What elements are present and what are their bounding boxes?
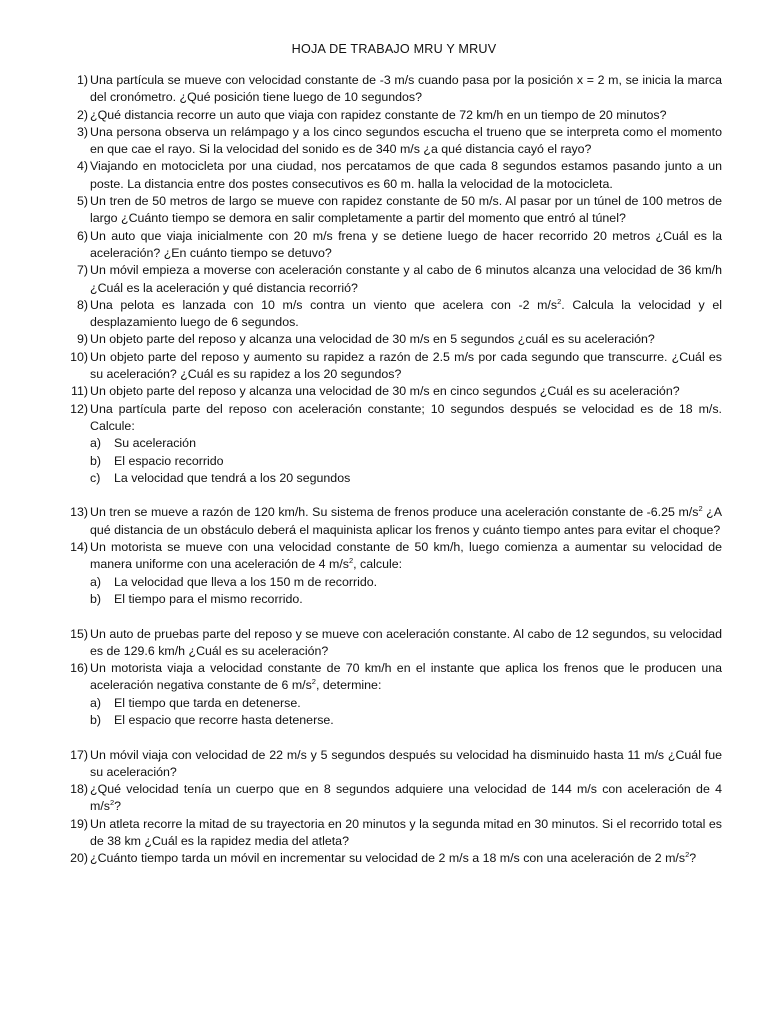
subitem-text: El espacio recorrido xyxy=(114,453,224,468)
problem-number: 1) xyxy=(76,73,88,87)
problem-item xyxy=(66,781,722,816)
problem-text-main: Un motorista se mueve con una velocidad constante de 50 km/h, luego comienza a aumentar su velocidad de manera uniforme con una aceleración de 4 m/s xyxy=(90,540,722,572)
subitem-list xyxy=(90,574,722,609)
problem-number: 5) xyxy=(76,194,88,209)
problem-number: 16) xyxy=(70,661,88,676)
problem-item xyxy=(66,331,722,348)
problem-item xyxy=(66,747,722,782)
problem-text-main: Una partícula se mueve con velocidad constante de -3 m/s cuando pasa por la posición x = 2 m, se inicia la marca del cronómetro. ¿Qué posición tiene luego de 10 segundos? xyxy=(90,73,722,105)
problem-number: 3) xyxy=(76,124,88,139)
problem-item xyxy=(66,297,722,332)
problem-text xyxy=(90,627,722,658)
problem-text-main: Una partícula parte del reposo con aceleración constante; 10 segundos después se velocidad es de 18 m/s. Calcule: xyxy=(90,401,722,433)
subitem-text: El tiempo para el mismo recorrido. xyxy=(114,591,303,606)
superscript-exponent: 2 xyxy=(109,798,115,808)
problem-item xyxy=(66,850,722,867)
superscript-exponent: 2 xyxy=(685,850,690,860)
problem-number: 6) xyxy=(76,228,88,243)
problem-text xyxy=(90,229,722,260)
problem-text-main: Un objeto parte del reposo y alcanza una velocidad de 30 m/s en 5 segundos ¿cuál es su aceleración? xyxy=(90,332,655,347)
problem-text xyxy=(90,194,722,225)
problem-text-main: Un auto que viaja inicialmente con 20 m/s frena y se detiene luego de hacer recorrido 20 metros ¿Cuál es la aceleración? ¿En cuánto tiempo se detuvo? xyxy=(90,228,722,260)
subitem xyxy=(90,435,722,452)
superscript-exponent: 2 xyxy=(557,296,562,306)
problem-text-continuation: ? xyxy=(689,851,697,866)
problem-text xyxy=(90,782,722,813)
problem-item xyxy=(66,193,722,228)
problem-item xyxy=(66,383,722,400)
problem-text xyxy=(90,263,722,294)
problem-text xyxy=(90,332,655,346)
subitem-text: Su aceleración xyxy=(114,436,196,451)
problem-text-main: Viajando en motocicleta por una ciudad, nos percatamos de que cada 8 segundos estamos pasando junto a un poste. La distancia entre dos postes consecutivos es 60 m. halla la velocidad de la motocicleta. xyxy=(90,159,722,191)
subitem xyxy=(90,574,722,591)
subitem-letter: b) xyxy=(90,712,102,727)
problem-list xyxy=(66,72,722,868)
problem-number: 19) xyxy=(70,816,88,831)
subitem-list xyxy=(90,435,722,487)
problem-number: 12) xyxy=(70,401,88,416)
subitem-letter: c) xyxy=(90,470,101,485)
problem-text-main: Un tren de 50 metros de largo se mueve con rapidez constante de 50 m/s. Al pasar por un túnel de 100 metros de largo ¿Cuánto tiempo se demora en salir completamente a partir del momento que entró al túnel? xyxy=(90,194,722,226)
problem-item xyxy=(66,504,722,539)
problem-text xyxy=(90,505,722,536)
subitem-letter: a) xyxy=(90,695,102,710)
subitem-text: La velocidad que tendrá a los 20 segundos xyxy=(114,470,351,485)
subitem-letter: b) xyxy=(90,453,102,468)
subitem-list xyxy=(90,695,722,730)
problem-text xyxy=(90,108,667,122)
superscript-exponent: 2 xyxy=(348,556,354,566)
problem-text-main: Una persona observa un relámpago y a los cinco segundos escucha el trueno que se interpreta como el momento en que cae el rayo. Si la velocidad del sonido es de 340 m/s ¿a qué distancia cayó el rayo? xyxy=(90,124,722,157)
problem-text-main: Un móvil viaja con velocidad de 22 m/s y 5 segundos después su velocidad ha disminuido hasta 11 m/s ¿Cuál fue su aceleración? xyxy=(90,747,722,779)
subitem-letter: a) xyxy=(90,574,102,589)
subitem-letter: b) xyxy=(90,591,102,606)
problem-item xyxy=(66,124,722,159)
problem-text xyxy=(90,748,722,779)
problem-text-main: ¿Cuánto tiempo tarda un móvil en incrementar su velocidad de 2 m/s a 18 m/s con una aceleración de 2 m/s xyxy=(90,851,686,866)
problem-text-main: ¿Qué distancia recorre un auto que viaja con rapidez constante de 72 km/h en un tiempo de 20 minutos? xyxy=(90,107,667,122)
problem-text xyxy=(90,159,722,190)
problem-number: 7) xyxy=(76,263,88,278)
problem-number: 17) xyxy=(70,747,88,762)
problem-text-main: ¿Qué velocidad tenía un cuerpo que en 8 segundos adquiere una velocidad de 144 m/s con aceleración de 4 m/s xyxy=(90,782,722,814)
problem-item xyxy=(66,539,722,608)
problem-text xyxy=(90,661,722,692)
problem-text-main: Un atleta recorre la mitad de su trayectoria en 20 minutos y la segunda mitad en 30 minutos. Si el recorrido total es de 38 km ¿Cuál es la rapidez media del atleta? xyxy=(90,816,722,849)
problem-item xyxy=(66,228,722,263)
problem-text-main: Un objeto parte del reposo y alcanza una velocidad de 30 m/s en cinco segundos ¿Cuál es su aceleración? xyxy=(90,384,680,399)
subitem xyxy=(90,470,722,487)
problem-number: 8) xyxy=(76,297,88,312)
problem-text xyxy=(90,540,722,571)
problem-text-continuation: ¿A qué distancia de un obstáculo deberá el maquinista aplicar los frenos y cuánto tiempo antes para evitar el choque? xyxy=(90,505,723,537)
subitem-text: El tiempo que tarda en detenerse. xyxy=(114,695,301,710)
problem-text-main: Un motorista viaja a velocidad constante de 70 km/h en el instante que aplica los frenos que le producen una aceleración negativa constante de 6 m/s xyxy=(90,661,722,693)
problem-text xyxy=(90,73,722,104)
problem-item xyxy=(66,660,722,729)
problem-number: 9) xyxy=(76,332,88,347)
problem-text xyxy=(90,851,696,865)
problem-text xyxy=(90,384,680,398)
problem-text-main: Un auto de pruebas parte del reposo y se mueve con aceleración constante. Al cabo de 12 segundos, su velocidad es de 129.6 km/h ¿Cuál es su aceleración? xyxy=(90,626,722,658)
document-title: HOJA DE TRABAJO MRU Y MRUV xyxy=(291,42,497,56)
problem-text-continuation: ? xyxy=(114,799,122,814)
problem-text xyxy=(90,125,722,156)
superscript-exponent: 2 xyxy=(311,677,316,687)
problem-text xyxy=(90,350,722,381)
subitem-text: La velocidad que lleva a los 150 m de recorrido. xyxy=(114,574,378,589)
problem-item xyxy=(66,158,722,193)
problem-text xyxy=(90,817,722,848)
problem-number: 11) xyxy=(71,384,88,399)
problem-number: 14) xyxy=(70,540,88,555)
problem-item xyxy=(66,72,722,107)
problem-text-main: Una pelota es lanzada con 10 m/s contra un viento que acelera con -2 m/s xyxy=(90,297,558,312)
problem-number: 10) xyxy=(70,349,88,364)
problem-text-main: Un tren se mueve a razón de 120 km/h. Su sistema de frenos produce una aceleración constante de -6.25 m/s xyxy=(90,505,699,520)
problem-number: 4) xyxy=(76,159,88,174)
problem-text-main: Un objeto parte del reposo y aumento su rapidez a razón de 2.5 m/s por cada segundo que transcurre. ¿Cuál es su aceleración? ¿Cuál es su rapidez a los 20 segundos? xyxy=(90,349,722,382)
subitem-letter: a) xyxy=(90,436,102,451)
subitem xyxy=(90,591,722,608)
problem-text-continuation: , determine: xyxy=(315,678,382,693)
problem-item xyxy=(66,262,722,297)
superscript-exponent: 2 xyxy=(698,504,703,514)
problem-number: 15) xyxy=(70,626,88,641)
problem-item xyxy=(66,816,722,851)
problem-item xyxy=(66,349,722,384)
problem-text-continuation: , calcule: xyxy=(353,557,403,572)
problem-item xyxy=(66,401,722,487)
problem-text xyxy=(90,298,722,329)
subitem xyxy=(90,453,722,470)
problem-number: 18) xyxy=(70,782,88,797)
problem-number: 20) xyxy=(70,851,88,866)
subitem-text: El espacio que recorre hasta detenerse. xyxy=(114,712,334,727)
problem-number: 13) xyxy=(70,505,88,520)
subitem xyxy=(90,695,722,712)
subitem xyxy=(90,712,722,729)
problem-text xyxy=(90,402,722,433)
problem-item xyxy=(66,107,722,124)
problem-text-continuation: . Calcula la velocidad y el desplazamiento luego de 6 segundos. xyxy=(90,297,722,330)
problem-item xyxy=(66,626,722,661)
problem-number: 2) xyxy=(76,107,88,122)
problem-text-main: Un móvil empieza a moverse con aceleración constante y al cabo de 6 minutos alcanza una velocidad de 36 km/h ¿Cuál es la aceleración y qué distancia recorrió? xyxy=(90,263,722,295)
